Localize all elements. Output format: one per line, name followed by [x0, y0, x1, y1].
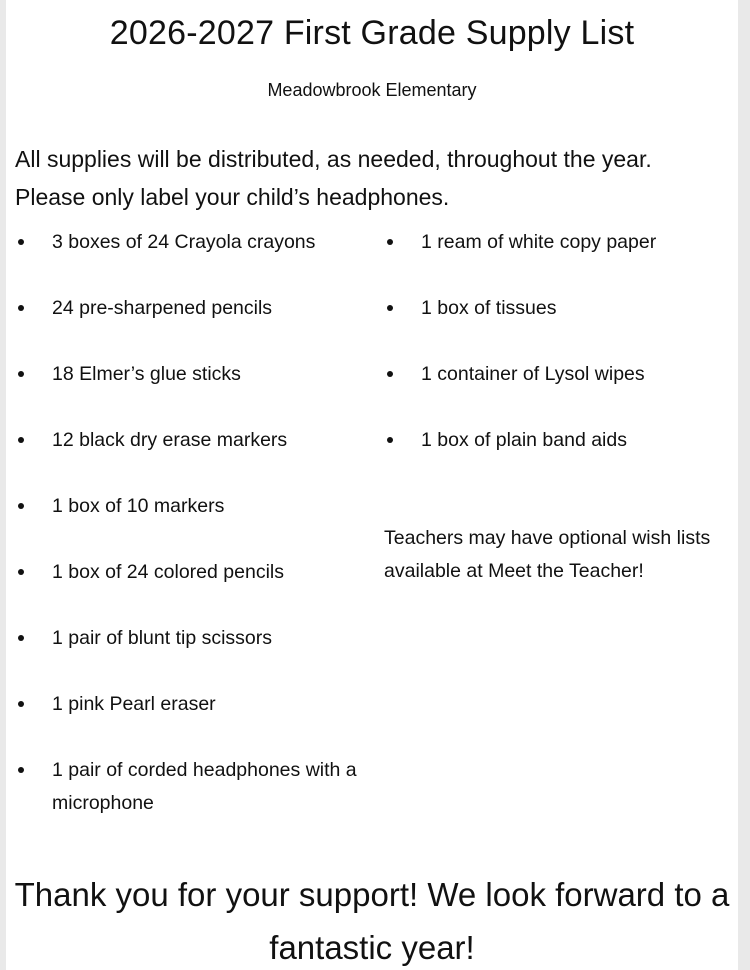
list-item-label: 1 container of Lysol wipes — [421, 363, 645, 385]
bullet-icon — [18, 635, 24, 641]
list-item-label: 12 black dry erase markers — [52, 429, 288, 451]
thank-you-message: Thank you for your support! We look forward to a fantastic year! — [14, 876, 730, 966]
intro-line-1: All supplies will be distributed, as needed, throughout the year. — [15, 146, 652, 172]
list-item — [15, 754, 375, 826]
bullet-icon — [18, 767, 24, 773]
list-item — [15, 226, 375, 292]
list-item-label: 18 Elmer’s glue sticks — [52, 363, 241, 385]
bullet-icon — [18, 569, 24, 575]
list-item — [384, 292, 734, 358]
bullet-icon — [18, 239, 24, 245]
list-item-label: 1 pink Pearl eraser — [52, 693, 216, 715]
list-item-label: 1 pair of corded headphones with a microphone — [52, 759, 357, 814]
list-item-label: 3 boxes of 24 Crayola crayons — [52, 231, 316, 253]
bullet-icon — [18, 305, 24, 311]
list-item — [15, 556, 375, 622]
list-item — [15, 292, 375, 358]
intro-text — [15, 140, 730, 216]
page-title: 2026-2027 First Grade Supply List — [109, 14, 635, 52]
bullet-icon — [387, 437, 393, 443]
bullet-icon — [18, 437, 24, 443]
list-item — [15, 424, 375, 490]
list-item-label: 1 pair of blunt tip scissors — [52, 627, 273, 649]
bullet-icon — [18, 371, 24, 377]
list-item — [15, 688, 375, 754]
list-item-label: 1 box of 10 markers — [52, 495, 225, 517]
supply-list-left — [15, 226, 375, 826]
list-item-label: 1 box of plain band aids — [421, 429, 627, 451]
wish-list-note: Teachers may have optional wish lists available at Meet the Teacher! — [384, 527, 711, 582]
supply-list-right — [384, 226, 734, 490]
supply-list-page — [6, 0, 738, 970]
list-item — [15, 358, 375, 424]
bullet-icon — [387, 305, 393, 311]
list-item-label: 1 box of tissues — [421, 297, 557, 319]
list-item — [384, 226, 734, 292]
list-item — [384, 424, 734, 490]
list-item-label: 1 ream of white copy paper — [421, 231, 657, 253]
bullet-icon — [387, 239, 393, 245]
list-item — [15, 490, 375, 556]
list-item — [15, 622, 375, 688]
list-item-label: 1 box of 24 colored pencils — [52, 561, 284, 583]
bullet-icon — [18, 503, 24, 509]
bullet-icon — [387, 371, 393, 377]
list-item — [384, 358, 734, 424]
school-name: Meadowbrook Elementary — [267, 80, 477, 100]
intro-line-2: Please only label your child’s headphones. — [15, 184, 450, 210]
list-item-label: 24 pre-sharpened pencils — [52, 297, 273, 319]
bullet-icon — [18, 701, 24, 707]
